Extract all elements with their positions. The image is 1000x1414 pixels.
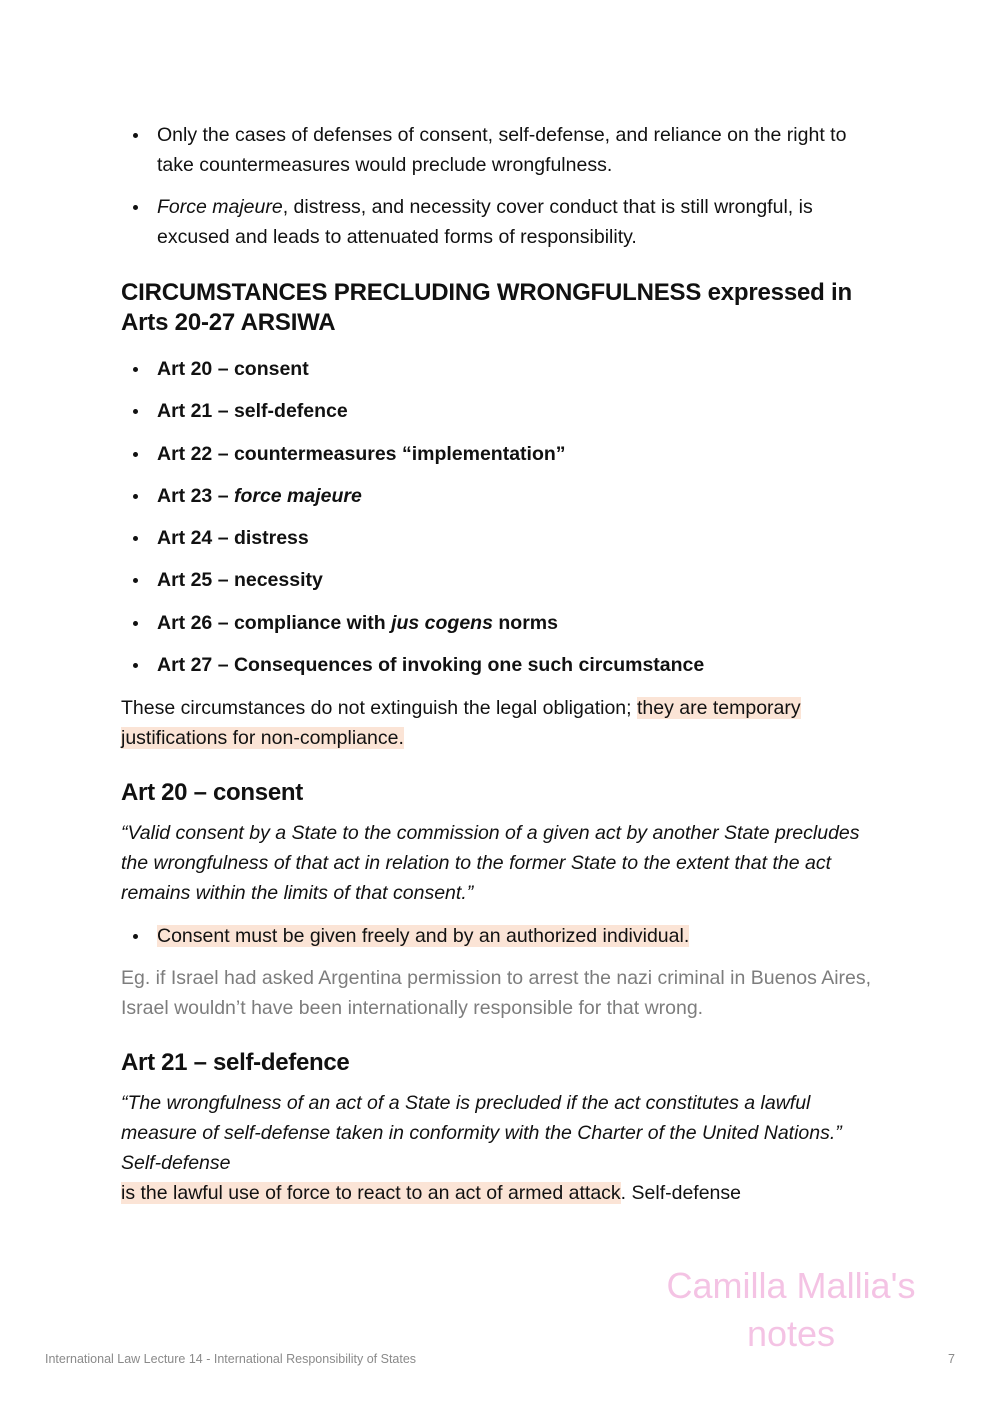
highlighted-text: they are temporary justifications for non-compliance. xyxy=(121,697,801,750)
footer-title: International Law Lecture 14 - International Responsibility of States xyxy=(45,1352,417,1366)
circumstances-summary: These circumstances do not extinguish the legal obligation; they are temporary justifications for non-compliance. xyxy=(121,697,801,750)
art21-heading: Art 21 – self-defence xyxy=(121,1049,350,1077)
art21-quote: “The wrongfulness of an act of a State is precluded if the act constitutes a lawful measure of self-defense taken in conformity with the Charter of the United Nations.” xyxy=(121,1092,842,1145)
intro-bullet-1: Only the cases of defenses of consent, self-defense, and reliance on the right to take countermeasures would preclude wrongfulness. xyxy=(157,120,883,180)
art20-heading: Art 20 – consent xyxy=(121,779,303,807)
art20-example: Eg. if Israel had asked Argentina permission to arrest the nazi criminal in Buenos Aires, Israel wouldn’t have been internationally responsible for that wrong. xyxy=(121,967,872,1020)
intro-bullet-list xyxy=(121,120,883,252)
circumstances-heading: CIRCUMSTANCES PRECLUDING WRONGFULNESS expressed in Arts 20-27 ARSIWA xyxy=(121,279,852,336)
art21-definition: is the lawful use of force to react to an act of armed attack. Self-defense xyxy=(121,1182,741,1205)
art20-quote: “Valid consent by a State to the commission of a given act by another State precludes the wrongfulness of that act in relation to the former State to the extent that the act remains within the limits of that consent.” xyxy=(121,822,860,905)
highlighted-text: Consent must be given freely and by an authorized individual. xyxy=(157,925,690,948)
article-item-21: Art 21 – self-defence xyxy=(157,396,883,426)
intro-bullet-italic-term: Force majeure xyxy=(157,196,283,218)
art20-bullet-list xyxy=(121,921,883,951)
art21-term: Self-defense xyxy=(121,1152,231,1175)
article-item-25: Art 25 – necessity xyxy=(157,565,883,595)
intro-bullet-2: Force majeure, distress, and necessity cover conduct that is still wrongful, is excused and leads to attenuated forms of responsibility. xyxy=(157,192,883,252)
article-item-22: Art 22 – countermeasures “implementation” xyxy=(157,439,883,469)
article-item-20: Art 20 – consent xyxy=(157,354,883,384)
article-item-23: Art 23 – force majeure xyxy=(157,481,883,511)
document-page xyxy=(121,120,883,1208)
article-item-24: Art 24 – distress xyxy=(157,523,883,553)
footer-page-number: 7 xyxy=(948,1352,955,1366)
art20-bullet xyxy=(157,921,883,951)
article-item-27: Art 27 – Consequences of invoking one such circumstance xyxy=(157,650,883,680)
article-item-26: Art 26 – compliance with jus cogens norms xyxy=(157,608,883,638)
watermark: Camilla Mallia's notes xyxy=(666,1265,916,1354)
articles-list xyxy=(121,354,883,680)
highlighted-text: is the lawful use of force to react to an act of armed attack xyxy=(121,1182,621,1205)
